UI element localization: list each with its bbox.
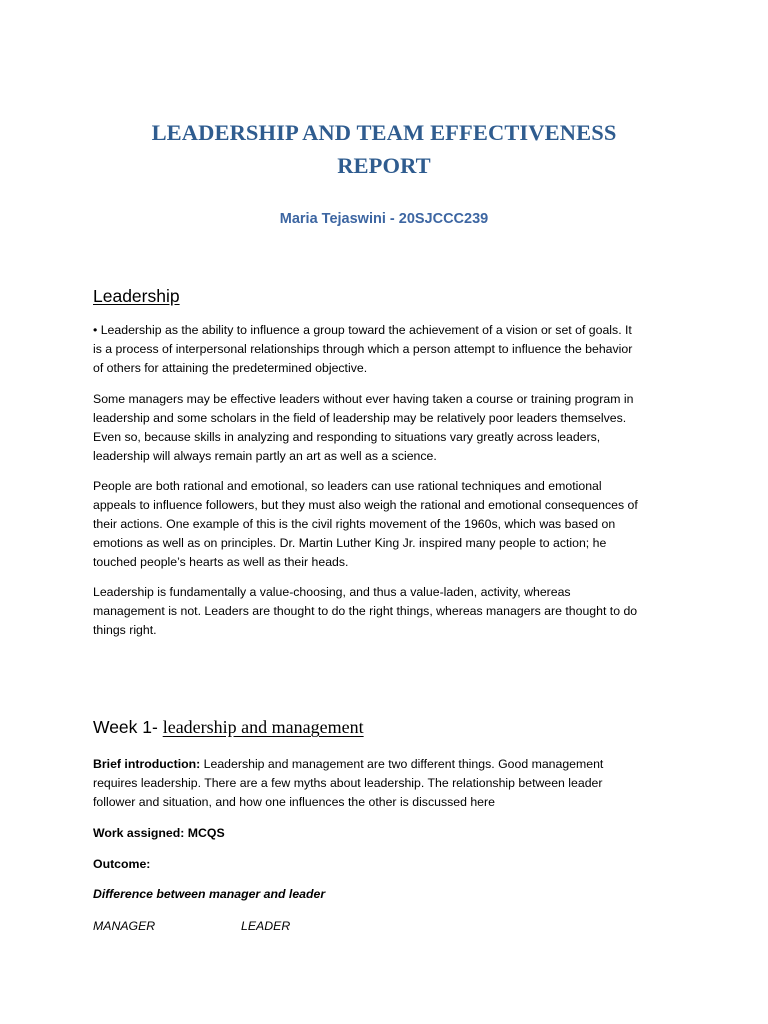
- section-heading-leadership: [93, 285, 180, 307]
- paragraph-definition: [93, 321, 683, 378]
- paragraph-managers: [93, 390, 683, 466]
- paragraph-line: follower and situation, and how one influences the other is discussed here: [93, 795, 495, 809]
- paragraph-line: leadership and some scholars in the field of leadership may be relatively poor leaders themselves.: [93, 411, 627, 425]
- column-header-leader: LEADER: [241, 919, 291, 933]
- week-heading-prefix: Week 1-: [93, 717, 163, 737]
- section-heading-leadership-text: Leadership: [93, 286, 180, 306]
- paragraph-line: requires leadership. There are a few myths about leadership. The relationship between leader: [93, 776, 603, 790]
- difference-heading: Difference between manager and leader: [93, 887, 326, 901]
- paragraph-line: Some managers may be effective leaders without ever having taken a course or training program in: [93, 392, 634, 406]
- paragraph-line: Even so, because skills in analyzing and responding to situations vary greatly across leaders,: [93, 430, 601, 444]
- paragraph-line: is a process of interpersonal relationships through which a person attempt to influence the behavior: [93, 342, 633, 356]
- paragraph-line: People are both rational and emotional, so leaders can use rational techniques and emotional: [93, 479, 602, 493]
- week-heading: [93, 716, 364, 738]
- report-title-line2: REPORT: [337, 153, 431, 178]
- author-line: Maria Tejaswini - 20SJCCC239: [279, 211, 489, 227]
- paragraph-line: of others for attaining the predetermined objective.: [93, 361, 368, 375]
- column-header-manager: MANAGER: [93, 919, 156, 933]
- paragraph-line: leadership will always remain partly an art as well as a science.: [93, 449, 437, 463]
- paragraph-line: [93, 755, 683, 774]
- outcome-label: Outcome:: [93, 857, 151, 871]
- paragraph-line: appeals to influence followers, but they must also weigh the rational and emotional consequences of: [93, 498, 638, 512]
- paragraph-line: emotions as well as on principles. Dr. Martin Luther King Jr. inspired many people to action; he: [93, 536, 607, 550]
- paragraph-value-choosing: [93, 583, 683, 640]
- paragraph-line: touched people’s hearts as well as their heads.: [93, 555, 349, 569]
- paragraph-line: • Leadership as the ability to influence a group toward the achievement of a vision or set of goals. It: [93, 323, 632, 337]
- comparison-table-header-leader: [241, 917, 441, 936]
- report-title-line1: LEADERSHIP AND TEAM EFFECTIVENESS: [151, 120, 617, 145]
- week-heading-title: leadership and management: [162, 717, 364, 737]
- paragraph-line: things right.: [93, 623, 157, 637]
- paragraph-line: management is not. Leaders are thought to do the right things, whereas managers are thought to do: [93, 604, 638, 618]
- paragraph-brief-introduction: [93, 755, 683, 812]
- report-title: [0, 116, 768, 182]
- work-assigned: Work assigned: MCQS: [93, 826, 225, 840]
- brief-introduction-label: Brief introduction:: [93, 757, 201, 771]
- paragraph-line: their actions. One example of this is the civil rights movement of the 1960s, which was based on: [93, 517, 616, 531]
- paragraph-line: Leadership is fundamentally a value-choosing, and thus a value-laden, activity, whereas: [93, 585, 571, 599]
- paragraph-rational-emotional: [93, 477, 683, 572]
- brief-introduction-text: Leadership and management are two different things. Good management: [200, 757, 604, 771]
